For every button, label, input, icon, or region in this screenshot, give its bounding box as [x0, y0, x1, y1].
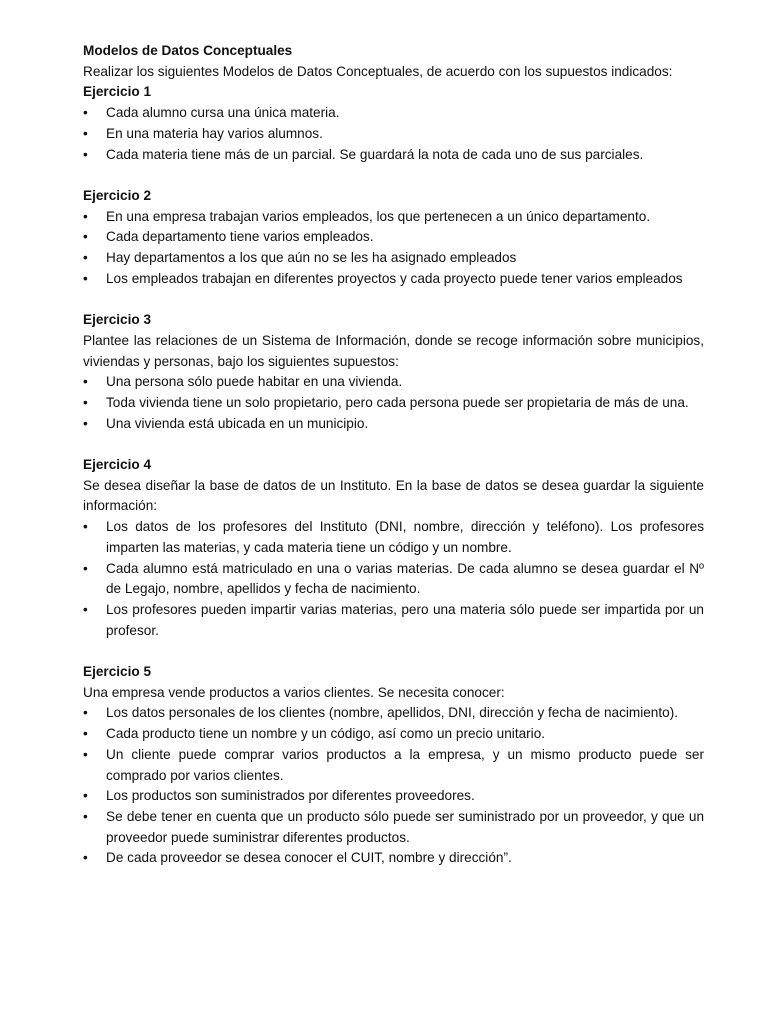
list-item: [83, 745, 704, 786]
bullet-icon: •: [83, 250, 88, 266]
list-item: [83, 848, 704, 869]
bullet-list: [83, 372, 704, 434]
bullet-icon: •: [83, 105, 88, 121]
exercise-section: [83, 662, 704, 869]
exercise-section: [83, 310, 704, 434]
exercise-section: [83, 82, 704, 165]
bullet-icon: •: [83, 788, 88, 804]
list-item: [83, 145, 704, 166]
list-item: [83, 372, 704, 393]
list-item: [83, 414, 704, 435]
bullet-icon: •: [83, 560, 88, 576]
bullet-icon: •: [83, 601, 88, 617]
list-item-text: Los profesores pueden impartir varias materias, pero una materia sólo puede ser impartida por un profesor.: [106, 601, 704, 638]
bullet-icon: •: [83, 374, 88, 390]
list-item: [83, 559, 704, 600]
list-item: [83, 703, 704, 724]
bullet-icon: •: [83, 270, 88, 286]
bullet-list: [83, 207, 704, 290]
list-item-text: En una materia hay varios alumnos.: [106, 125, 323, 141]
bullet-icon: •: [83, 208, 88, 224]
list-item-text: Cada alumno cursa una única materia.: [106, 105, 340, 121]
exercise-title: Ejercicio 5: [83, 664, 152, 680]
exercise-title: Ejercicio 3: [83, 312, 152, 328]
list-item: [83, 393, 704, 414]
list-item-text: Toda vivienda tiene un solo propietario, pero cada persona puede ser propietaria de más de una.: [106, 394, 689, 410]
list-item-text: Cada materia tiene más de un parcial. Se guardará la nota de cada uno de sus parciales.: [106, 146, 644, 162]
exercise-section: [83, 455, 704, 641]
bullet-list: [83, 103, 704, 165]
list-item-text: Los productos son suministrados por diferentes proveedores.: [106, 788, 475, 804]
list-item-text: Cada alumno está matriculado en una o varias materias. De cada alumno se desea guardar el Nº de Legajo, nombre, apellidos y fecha de nacimiento.: [106, 560, 704, 597]
list-item-text: Se debe tener en cuenta que un producto sólo puede ser suministrado por un proveedor, y que un proveedor puede suministrar diferentes productos.: [106, 808, 704, 845]
bullet-icon: •: [83, 746, 88, 762]
bullet-list: [83, 703, 704, 869]
exercise-title: Ejercicio 4: [83, 457, 152, 473]
list-item: [83, 227, 704, 248]
exercise-description: Una empresa vende productos a varios clientes. Se necesita conocer:: [83, 684, 505, 700]
list-item-text: Cada producto tiene un nombre y un código, así como un precio unitario.: [106, 726, 546, 742]
list-item-text: Los datos de los profesores del Instituto (DNI, nombre, dirección y teléfono). Los profesores imparten las materias, y cada materia tiene un código y un nombre.: [106, 519, 704, 555]
bullet-icon: •: [83, 146, 88, 162]
exercise-title: Ejercicio 1: [83, 84, 152, 100]
exercise-section: [83, 186, 704, 290]
bullet-icon: •: [83, 808, 88, 824]
list-item: [83, 124, 704, 145]
bullet-icon: •: [83, 125, 88, 141]
exercise-list: [83, 82, 704, 869]
exercise-description: Plantee las relaciones de un Sistema de Información, donde se recoge información sobre municipios, viviendas y personas, bajo los siguientes supuestos:: [83, 332, 704, 369]
list-item-text: Un cliente puede comprar varios productos a la empresa, y un mismo producto puede ser comprado por varios clientes.: [106, 746, 704, 783]
list-item: [83, 724, 704, 745]
bullet-icon: •: [83, 394, 88, 410]
list-item: [83, 207, 704, 228]
exercise-title: Ejercicio 2: [83, 187, 152, 203]
document-page: [83, 41, 704, 869]
list-item-text: Hay departamentos a los que aún no se les ha asignado empleados: [106, 250, 517, 266]
list-item: [83, 103, 704, 124]
list-item-text: En una empresa trabajan varios empleados, los que pertenecen a un único departamento.: [106, 208, 651, 224]
document-title: Modelos de Datos Conceptuales: [83, 43, 293, 58]
bullet-icon: •: [83, 705, 88, 721]
bullet-icon: •: [83, 850, 88, 866]
list-item: [83, 786, 704, 807]
bullet-icon: •: [83, 519, 88, 535]
list-item-text: Una vivienda está ubicada en un municipio.: [106, 415, 369, 431]
document-intro: Realizar los siguientes Modelos de Datos Conceptuales, de acuerdo con los supuestos indicados:: [83, 63, 673, 79]
list-item-text: Los empleados trabajan en diferentes proyectos y cada proyecto puede tener varios empleados: [106, 270, 683, 286]
list-item: [83, 600, 704, 641]
list-item: [83, 807, 704, 848]
list-item-text: Una persona sólo puede habitar en una vivienda.: [106, 374, 403, 390]
list-item-text: Los datos personales de los clientes (nombre, apellidos, DNI, dirección y fecha de nacimiento).: [106, 705, 678, 721]
list-item: [83, 517, 704, 558]
bullet-icon: •: [83, 726, 88, 742]
list-item: [83, 248, 704, 269]
list-item: [83, 269, 704, 290]
list-item-text: De cada proveedor se desea conocer el CUIT, nombre y dirección”.: [106, 850, 512, 866]
list-item-text: Cada departamento tiene varios empleados.: [106, 229, 374, 245]
exercise-description: Se desea diseñar la base de datos de un Instituto. En la base de datos se desea guardar la siguiente información:: [83, 477, 704, 514]
bullet-icon: •: [83, 415, 88, 431]
bullet-icon: •: [83, 229, 88, 245]
bullet-list: [83, 517, 704, 641]
